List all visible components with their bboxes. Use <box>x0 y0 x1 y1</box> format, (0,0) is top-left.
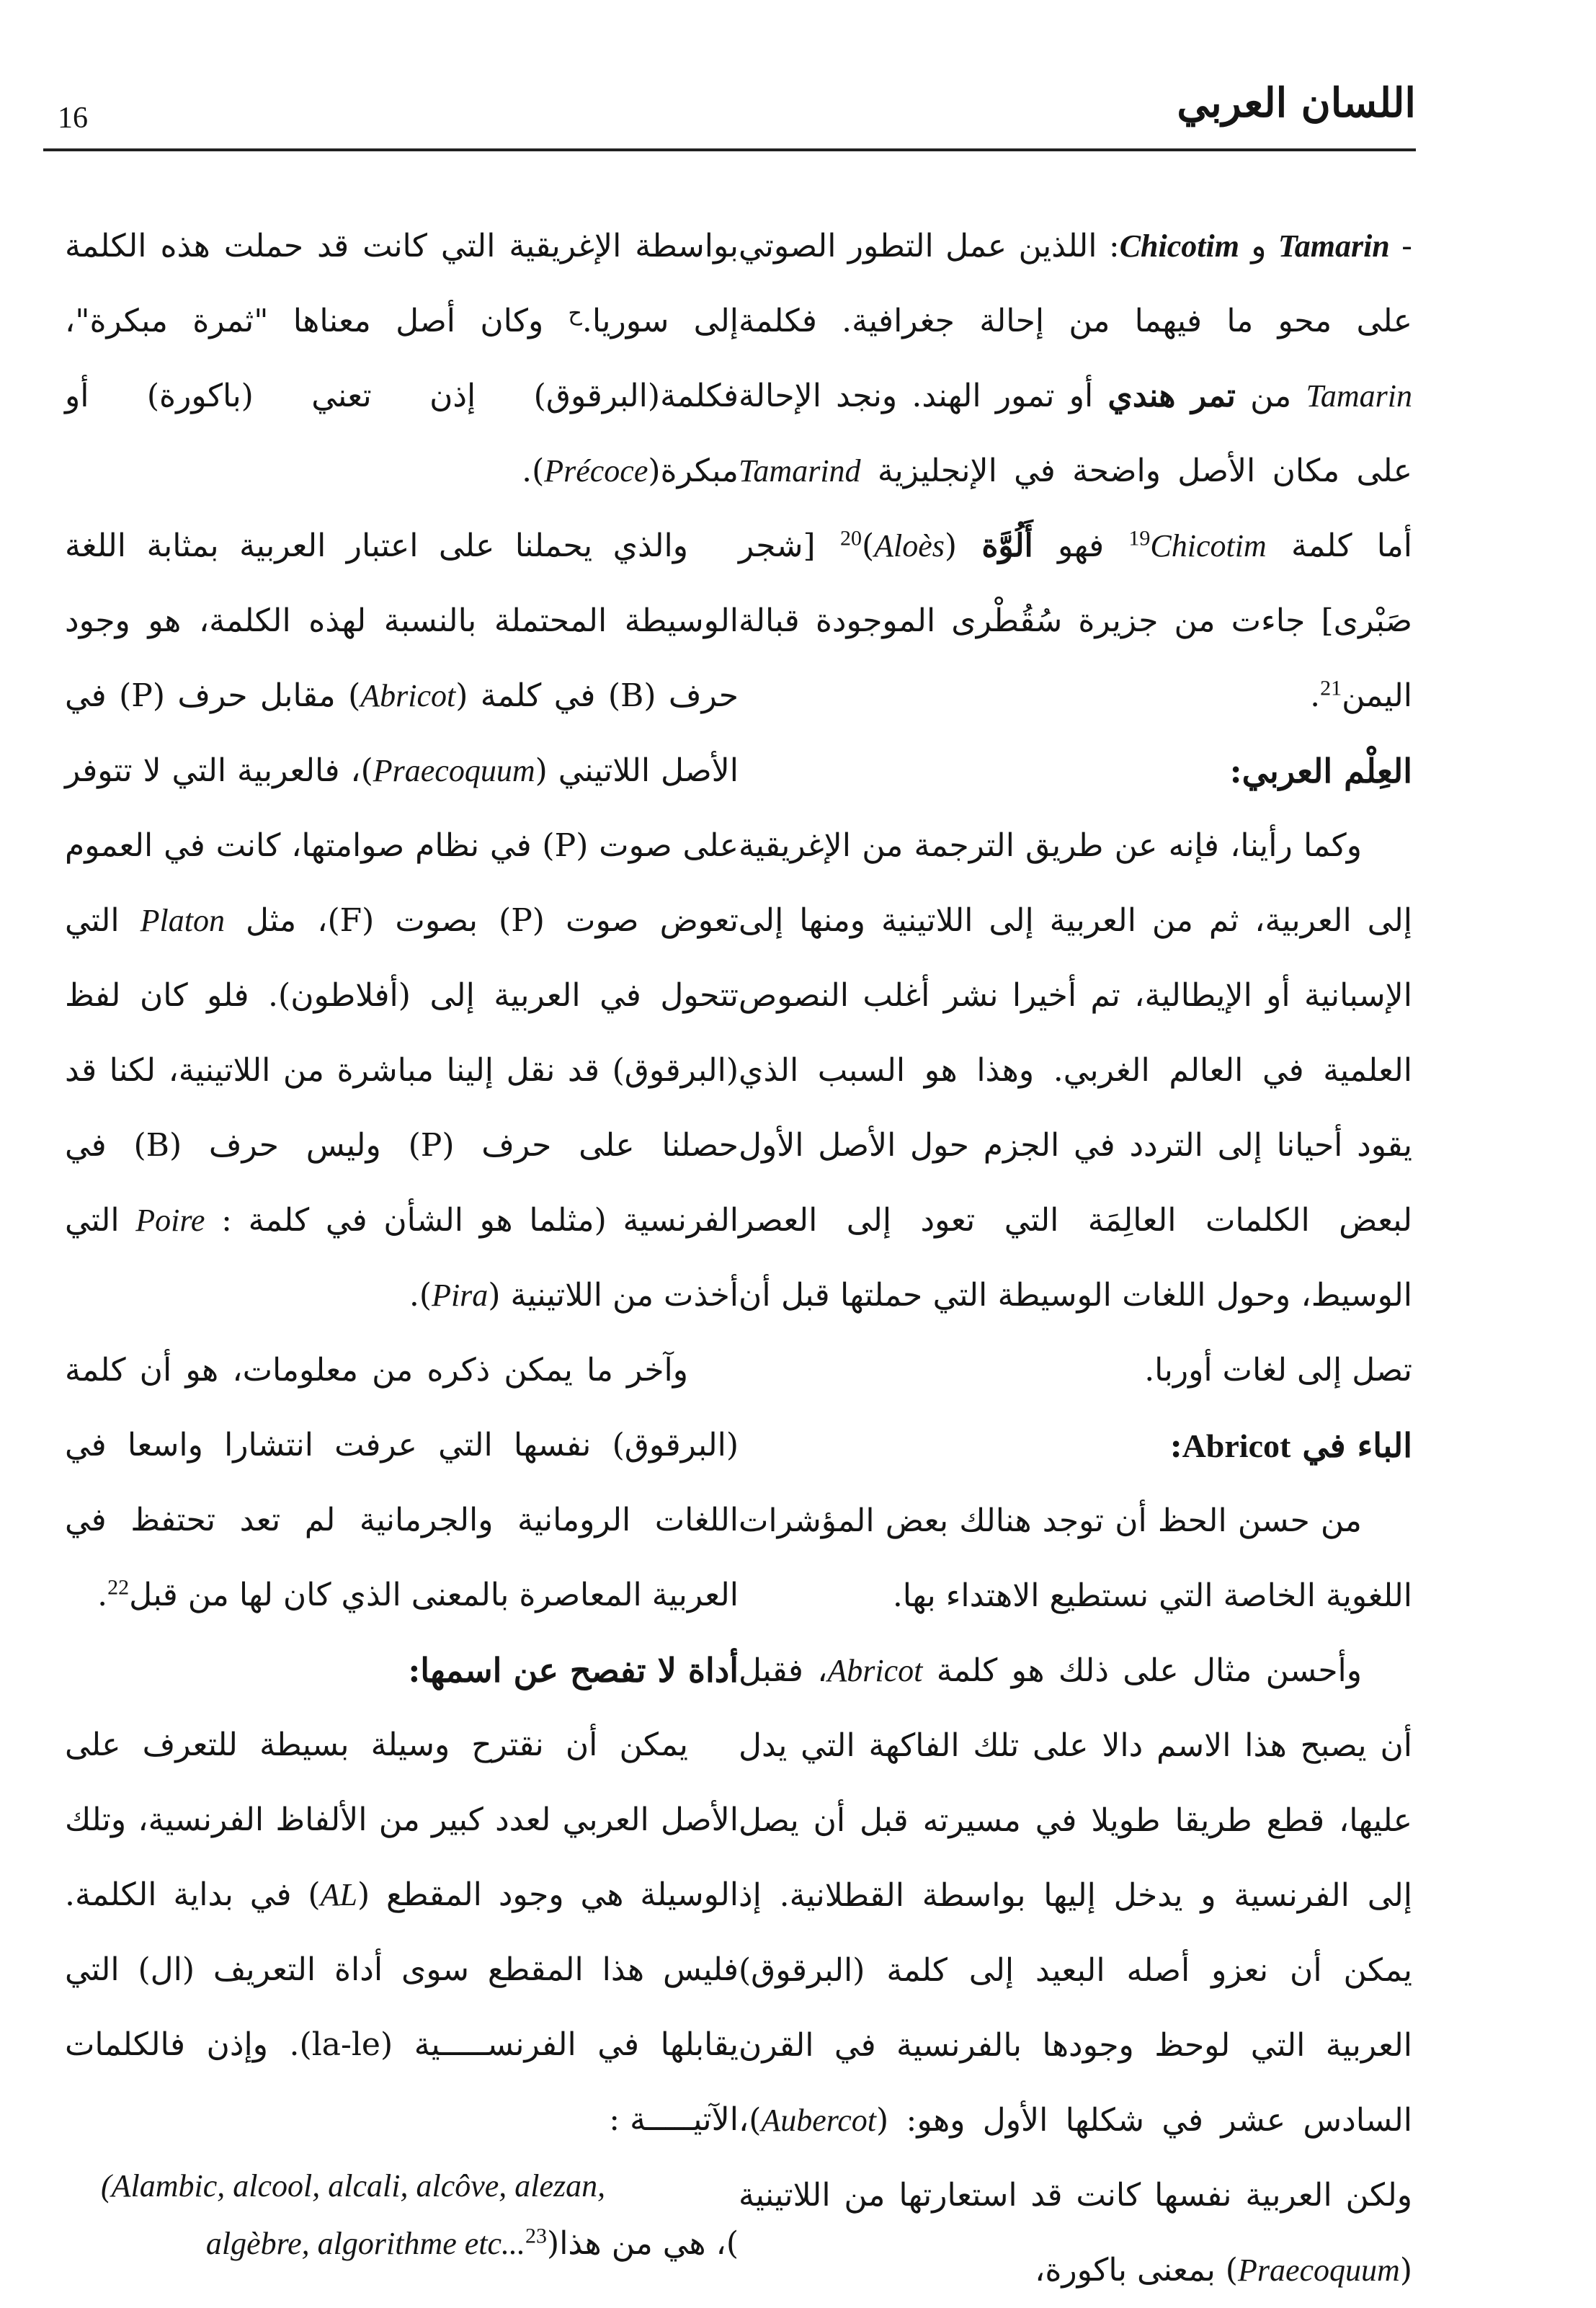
text: )، ولكن العربية نفسها كانت قد استعارتها من اللاتينية ( <box>739 2102 1412 2289</box>
term-al: AL <box>320 1877 357 1912</box>
section-heading-abricot <box>739 1408 1412 1484</box>
footnote-ref: 19 <box>1128 526 1151 551</box>
term-abricot: Abricot <box>360 678 456 713</box>
right-column <box>739 209 1412 2308</box>
paragraph-last-info <box>65 1333 739 1633</box>
left-column <box>65 209 739 2273</box>
text: ). <box>522 453 545 489</box>
dash: - <box>1389 228 1412 264</box>
journal-title: اللسان العربي <box>1177 79 1416 127</box>
text: )، فالعربية التي لا تتوفر على صوت (P) في نظام صوامتها، كانت في العموم تعوض صوت (P) بصوت (F)، مثل <box>65 752 739 939</box>
text: وأحسن مثال على ذلك هو كلمة <box>922 1652 1363 1689</box>
word-list-line-1: (Alambic, alcool, alcali, alcôve, alezan, <box>101 2168 606 2204</box>
word-list-latin: algèbre, algorithme etc... <box>205 2226 526 2261</box>
text: و <box>1239 228 1278 264</box>
term-precoce: Précoce <box>544 453 648 489</box>
word-list-line-2 <box>65 2215 739 2273</box>
term-chicotim: Chicotim <box>1150 528 1267 563</box>
paragraph-greek-route <box>65 209 739 509</box>
bold-term: تمر هندي <box>1107 378 1236 414</box>
term-tamarin: Tamarin <box>1278 228 1390 264</box>
paragraph-arab-science: وكما رأينا، فإنه عن طريق الترجمة من الإغريقية إلى العربية، ثم من العربية إلى اللاتينية ومنها إلى الإسبانية أو الإيطالية، تم أخيرا نشر أغلب النصوص العلمية في العالم الغربي. وهذا هو السبب الذي يقود أحيانا إلى التردد في الجزم حول الأصل الأول لبعض الكلمات العالِمَة التي تعود إلى العصر الوسيط، وحول اللغات الوسيطة التي حملتها قبل أن تصل إلى لغات أوربا. <box>739 827 1412 1389</box>
text: . <box>1310 677 1321 714</box>
term-abricot: Abricot <box>1182 1427 1291 1464</box>
term-praecoquum: Praecoquum <box>1237 2253 1400 2288</box>
paragraph-indicators: من حسن الحظ أن توجد هنالك بعض المؤشرات اللغوية الخاصة التي نستطيع الاهتداء بها. <box>739 1502 1412 1614</box>
term-poire: Poire <box>135 1203 205 1238</box>
page-number: 16 <box>58 102 88 135</box>
text: ) بمعنى باكورة، <box>1035 2252 1238 2289</box>
text: ( <box>547 2225 560 2262</box>
text: التي تتحول في العربية إلى (أفلاطون). فلو كان لفظ (البرقوق) قد نقل إلينا مباشرة من اللاتينية، لكنا قد حصلنا على حرف (P) وليس حرف (B) في الفرنسية (مثلما هو الشأن في كلمة : <box>65 902 739 1239</box>
text: بواسطة الإغريقية التي كانت قد حملت هذه الكلمة إلى سوريا. <box>65 228 739 339</box>
footnote-ref: 21 <box>1320 676 1342 700</box>
text: [شجر صَبْرى] جاءت من جزيرة سُقُطْرى الموجودة قبالة اليمن <box>739 527 1412 714</box>
section-heading-arab-science: العِلْم العربي: <box>1229 752 1412 790</box>
text: ). <box>409 1277 432 1314</box>
text: يمكن أن نقترح وسيلة بسيطة للتعرف على الأصل العربي لعدد كبير من الألفاظ الفرنسية، وتلك الوسيلة هي وجود المقطع ( <box>65 1726 739 1913</box>
text: أو تمور الهند. ونجد الإحالة على مكان الأصل واضحة في الإنجليزية <box>739 378 1412 489</box>
text: . <box>97 1577 108 1613</box>
text: وآخر ما يمكن ذكره من معلومات، هو أن كلمة (البرقوق) نفسها التي عرفت انتشارا واسعا في اللغات الرومانية والجرمانية لم تعد تحتفظ في العربية المعاصرة بالمعنى الذي كان لها من قبل <box>65 1352 739 1613</box>
term-platon: Platon <box>140 903 225 938</box>
text: : <box>1169 1426 1182 1465</box>
text: أما كلمة <box>1266 527 1412 564</box>
header-divider <box>43 148 1416 151</box>
term-praecoquum: Praecoquum <box>373 753 535 788</box>
text: ( <box>944 527 982 564</box>
footnote-ref: ح <box>568 301 582 326</box>
text: والذي يحملنا على اعتبار العربية بمثابة اللغة الوسيطة المحتملة بالنسبة لهذه الكلمة، هو وجود حرف (B) في كلمة ( <box>65 527 739 714</box>
section-heading-article-tool: أداة لا تفصح عن اسمها: <box>408 1651 739 1690</box>
text: )، هي من هذا <box>559 2225 739 2262</box>
footnote-ref: 20 <box>839 526 862 551</box>
text: الباء في <box>1290 1426 1412 1465</box>
text: وكان أصل معناها "ثمرة مبكرة"، فكلمة(البرقوق) إذن تعني (باكورة) أو مبكرة( <box>65 303 739 489</box>
text: من <box>1235 378 1306 414</box>
bold-term: أَلُوَّة <box>981 527 1033 564</box>
term-abricot: Abricot <box>827 1653 923 1688</box>
text: فهو <box>1033 527 1129 564</box>
paragraph-al-prefix <box>65 1708 739 2157</box>
paragraph-b-letter <box>65 509 739 1333</box>
text: ) مقابل حرف (P) في الأصل اللاتيني ( <box>65 677 739 789</box>
term-aloes: Aloès <box>874 528 945 563</box>
text: ، فقبل أن يصبح هذا الاسم دالا على تلك الفاكهة التي يدل عليها، قطع طريقا طويلا في مسيرته قبل أن يصل إلى الفرنسية و يدخل إليها بواسطة القطلانية. إذ يمكن أن نعزو أصله البعيد إلى كلمة (البرقوق) العربية التي لوحظ وجودها بالفرنسية في القرن السادس عشر في شكلها الأول وهو: ( <box>739 1652 1412 2139</box>
term-tamarin: Tamarin <box>1306 378 1412 414</box>
paragraph-tamarin-chicotim <box>739 209 1412 734</box>
term-tamarind: Tamarind <box>739 453 861 489</box>
page-header <box>58 65 1416 151</box>
term-pira: Pira <box>432 1278 489 1313</box>
footnote-ref: 22 <box>107 1575 130 1600</box>
term-aubercot: Aubercot <box>761 2103 877 2138</box>
text: : اللذين عمل التطور الصوتي على محو ما فيهما من إحالة جغرافية. فكلمة <box>739 228 1412 339</box>
text: التي أخذت من اللاتينية ( <box>65 1202 739 1314</box>
text: ) في بداية الكلمة. فليس هذا المقطع سوى أداة التعريف (ال) التي يقابلها في الفرنســـــية (la-le). وإذن فالكلمات الآتيـــــة : <box>65 1876 739 2138</box>
text: ) <box>861 527 875 564</box>
term-chicotim: Chicotim <box>1119 228 1239 264</box>
paragraph-abricot-example <box>739 1634 1412 2308</box>
footnote-ref: 23 <box>525 2224 548 2248</box>
